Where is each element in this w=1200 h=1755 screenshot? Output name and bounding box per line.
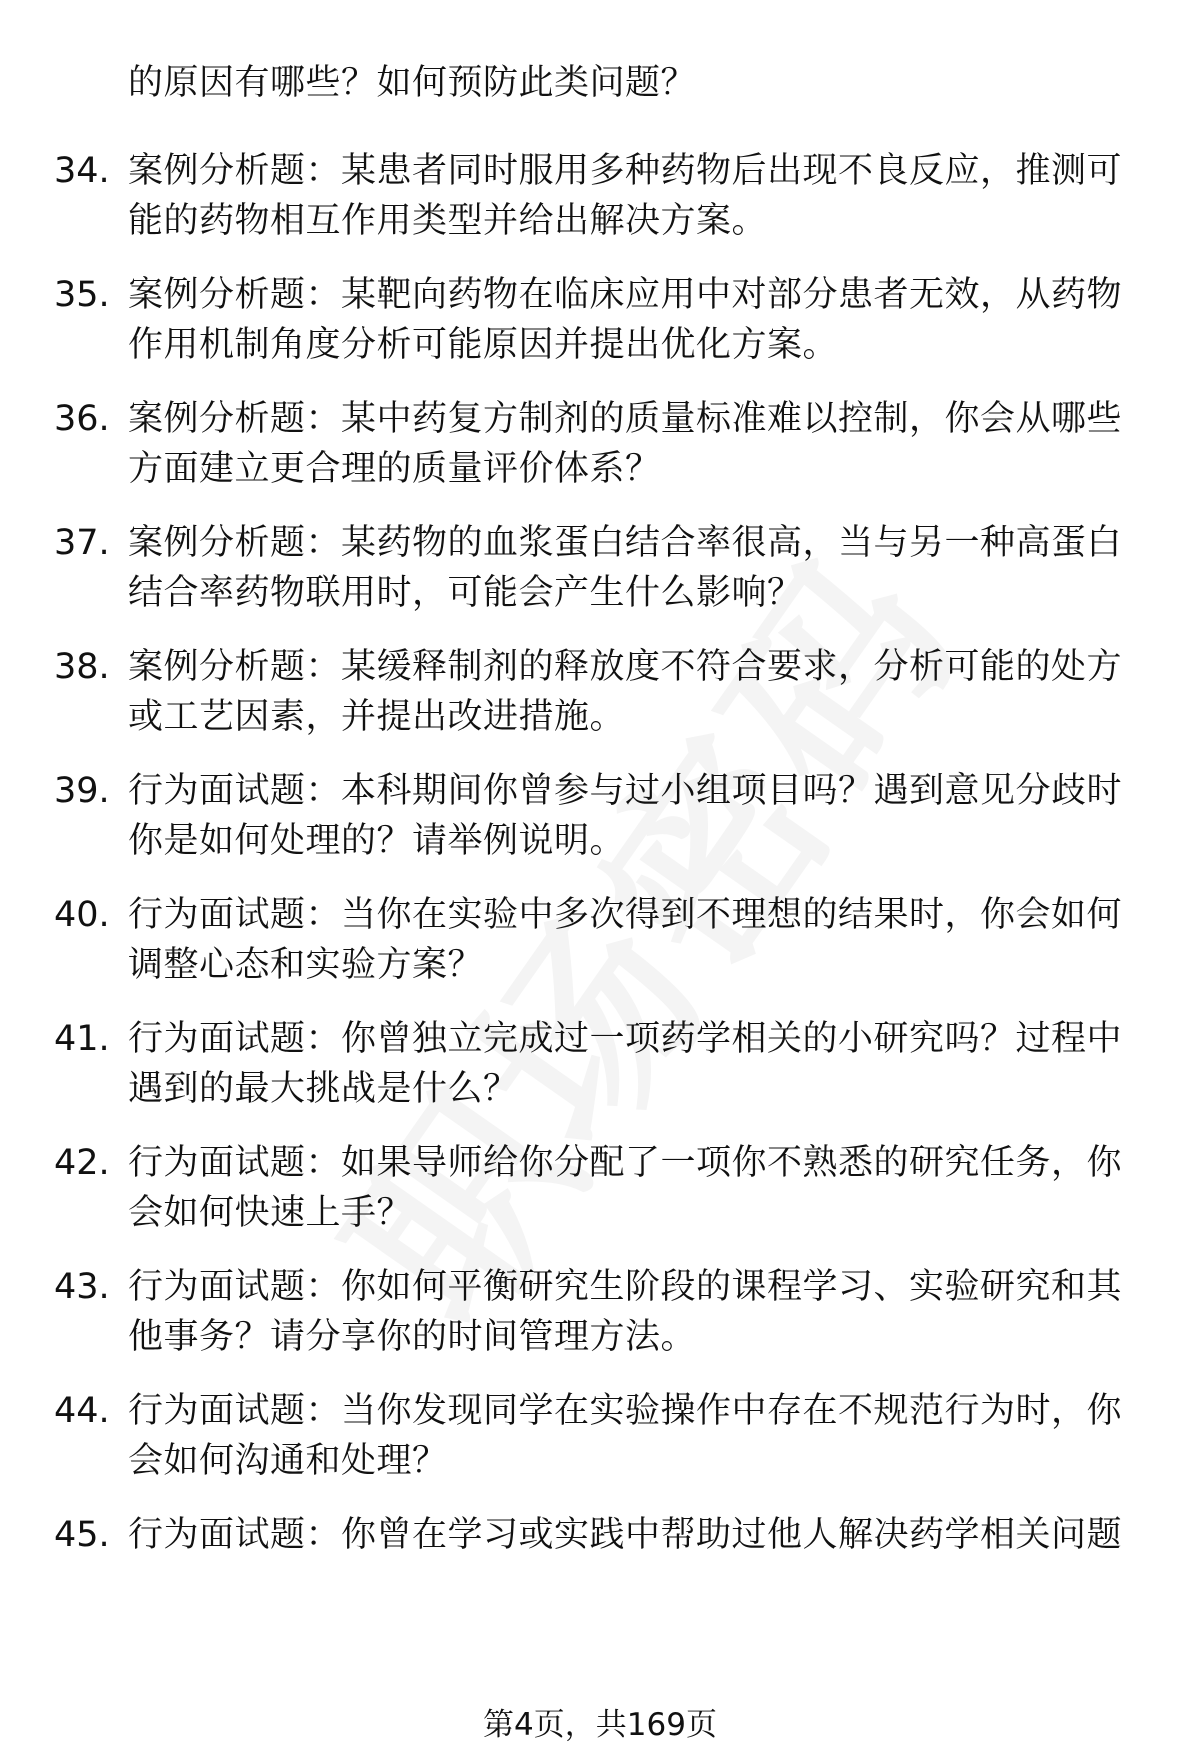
question-line: 案例分析题：某药物的血浆蛋白结合率很高，当与另一种高蛋白 — [128, 523, 1123, 563]
question-number: 41. — [54, 1019, 110, 1059]
question-text — [128, 1262, 1138, 1362]
question-line: 案例分析题：某患者同时服用多种药物后出现不良反应，推测可 — [128, 151, 1123, 191]
question-text — [128, 394, 1138, 494]
question-number: 37. — [54, 523, 110, 563]
question-number: 39. — [54, 771, 110, 811]
question-line: 或工艺因素，并提出改进措施。 — [128, 697, 626, 737]
question-line: 行为面试题：你如何平衡研究生阶段的课程学习、实验研究和其 — [128, 1267, 1123, 1307]
question-line: 遇到的最大挑战是什么？ — [128, 1069, 519, 1109]
question-text — [128, 890, 1138, 990]
question-text — [128, 1386, 1138, 1486]
question-line: 结合率药物联用时，可能会产生什么影响？ — [128, 573, 803, 613]
question-text — [128, 642, 1138, 742]
question-line: 行为面试题：如果导师给你分配了一项你不熟悉的研究任务，你 — [128, 1143, 1123, 1183]
question-line: 你是如何处理的？请举例说明。 — [128, 821, 626, 861]
question-number: 35. — [54, 275, 110, 315]
question-number: 38. — [54, 647, 110, 687]
question-line: 案例分析题：某缓释制剂的释放度不符合要求，分析可能的处方 — [128, 647, 1123, 687]
question-number: 36. — [54, 399, 110, 439]
question-line: 他事务？请分享你的时间管理方法。 — [128, 1317, 697, 1357]
question-line: 的原因有哪些？如何预防此类问题？ — [128, 63, 697, 103]
question-text — [128, 1014, 1138, 1114]
question-line: 作用机制角度分析可能原因并提出优化方案。 — [128, 325, 839, 365]
question-line: 会如何快速上手？ — [128, 1193, 413, 1233]
question-line: 行为面试题：当你发现同学在实验操作中存在不规范行为时，你 — [128, 1391, 1123, 1431]
question-text — [128, 518, 1138, 618]
question-line: 行为面试题：当你在实验中多次得到不理想的结果时，你会如何 — [128, 895, 1123, 935]
question-line: 调整心态和实验方案？ — [128, 945, 484, 985]
question-text — [128, 58, 1138, 108]
question-line: 能的药物相互作用类型并给出解决方案。 — [128, 201, 768, 241]
question-number: 34. — [54, 151, 110, 191]
question-number: 42. — [54, 1143, 110, 1183]
question-line: 会如何沟通和处理？ — [128, 1441, 448, 1481]
question-line: 行为面试题：你曾在学习或实践中帮助过他人解决药学相关问题 — [128, 1515, 1123, 1555]
question-line: 案例分析题：某中药复方制剂的质量标准难以控制，你会从哪些 — [128, 399, 1123, 439]
question-text — [128, 270, 1138, 370]
question-text — [128, 1138, 1138, 1238]
question-number: 45. — [54, 1515, 110, 1555]
question-text — [128, 146, 1138, 246]
question-text — [128, 766, 1138, 866]
page-footer: 第4页，共169页 — [483, 1707, 717, 1743]
question-text — [128, 1510, 1138, 1560]
question-line: 方面建立更合理的质量评价体系？ — [128, 449, 661, 489]
question-number: 43. — [54, 1267, 110, 1307]
question-number: 40. — [54, 895, 110, 935]
question-line: 案例分析题：某靶向药物在临床应用中对部分患者无效，从药物 — [128, 275, 1123, 315]
question-number: 44. — [54, 1391, 110, 1431]
question-line: 行为面试题：本科期间你曾参与过小组项目吗？遇到意见分歧时 — [128, 771, 1123, 811]
question-line: 行为面试题：你曾独立完成过一项药学相关的小研究吗？过程中 — [128, 1019, 1123, 1059]
